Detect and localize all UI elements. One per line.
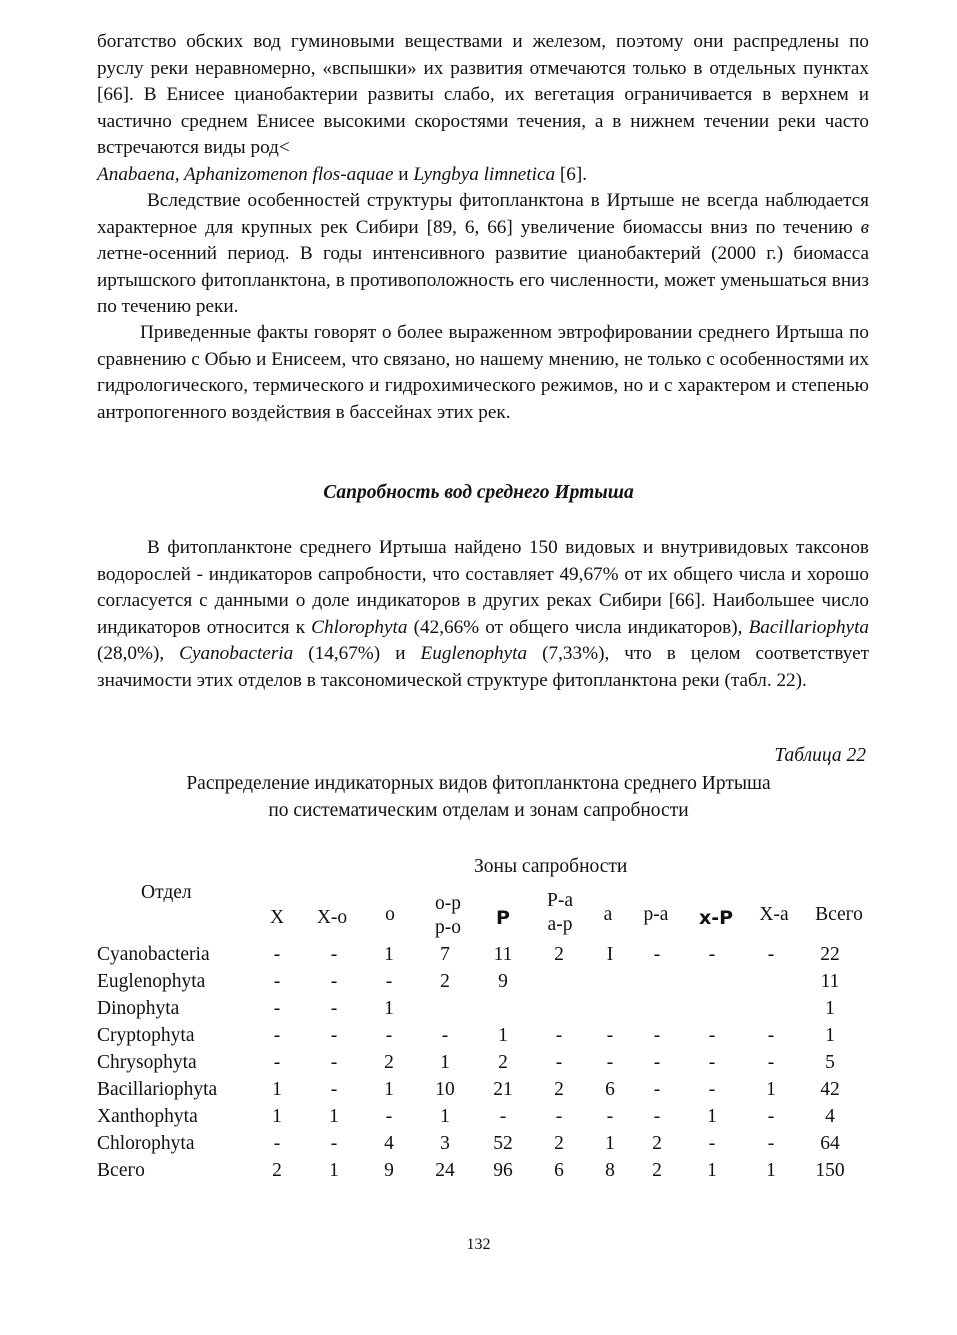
- table-cell: -: [385, 1024, 393, 1046]
- table-cell: -: [385, 1106, 393, 1128]
- paragraph-4-text-c: (28,0%),: [97, 643, 180, 665]
- table-cell: 42: [820, 1079, 840, 1101]
- table-cell: 1: [329, 1160, 339, 1182]
- table-cell: 11: [820, 970, 840, 992]
- table-row: [97, 1158, 861, 1185]
- col-header-a: a: [603, 904, 613, 925]
- table-cell: [633, 995, 681, 1022]
- table-cell: -: [767, 1106, 775, 1128]
- paragraph-4-text-a: В фитопланктоне среднего Иртыша найдено 150 видовых и внутривидовых таксонов водорослей - индикаторов сапробности, что составляет 49,67% от их общего числа и хорошо согласуется с данными о доле индикаторов в других реках Сибири [66]. Наибольшее число индикаторов относится к: [97, 537, 869, 638]
- italic-preposition: в: [860, 216, 869, 238]
- table-cell: 1: [707, 1106, 717, 1128]
- table-cell: 2: [652, 1160, 662, 1182]
- table-cell: [587, 968, 633, 995]
- table-cell: [681, 995, 743, 1022]
- table-cell: -: [767, 1133, 775, 1155]
- table-cell: 52: [493, 1133, 513, 1155]
- table-cell: 9: [384, 1160, 394, 1182]
- table-caption-line-1: Распределение индикаторных видов фитопланктона среднего Иртыша: [186, 773, 771, 794]
- paragraph-1-text: богатство обских вод гуминовыми веществами и железом, поэтому они распредлены по руслу реки неравномерно, «вспышки» их развития отмечаются только в отдельных пунктах [66]. В Енисее цианобактерии развиты слабо, их вегетация ограничивается в верхнем и частично среднем Енисее высокими скоростями течения, а в нижнем течении реки часто встречаются виды род<: [97, 31, 869, 159]
- table-cell: 24: [435, 1160, 455, 1182]
- table-row: [97, 941, 861, 968]
- table-cell: 1: [272, 1079, 282, 1101]
- table-cell: -: [708, 943, 716, 965]
- row-department-name: Bacillariophyta: [97, 1079, 218, 1101]
- table-cell: 1: [440, 1106, 450, 1128]
- table-cell: 1: [707, 1160, 717, 1182]
- table-cell: [633, 968, 681, 995]
- table-cell: [743, 968, 799, 995]
- paragraph-2: [97, 188, 869, 321]
- col-header-o-p-line-1: o-p: [435, 893, 461, 914]
- table-cell: 11: [493, 943, 513, 965]
- paragraph-3-text: Приведенные факты говорят о более выраженном эвтрофировании среднего Иртыша по сравнению с Обью и Енисеем, что связано, но нашему мнению, не только с особенностями их гидрологического, термического и гидрохимического режимов, но и с характером и степенью антропогенного воздействия в бассейнах этих рек.: [97, 322, 869, 423]
- table-cell: 2: [652, 1133, 662, 1155]
- conjunction: и: [393, 163, 414, 185]
- table-cell: 7: [440, 943, 450, 965]
- table-cell: 6: [605, 1079, 615, 1101]
- table-cell: -: [273, 970, 281, 992]
- taxon-chlorophyta: Chlorophyta: [311, 616, 408, 638]
- table-cell: 4: [384, 1133, 394, 1155]
- table-cell: -: [441, 1024, 449, 1046]
- table-cell: -: [653, 943, 661, 965]
- species-names-a: Anabaena, Aphanizomenon flos-aquae: [97, 163, 394, 185]
- table-cell: 2: [440, 970, 450, 992]
- row-department-name: Всего: [97, 1160, 145, 1182]
- table-cell: 1: [825, 1024, 835, 1046]
- saprobity-table: [97, 941, 861, 1185]
- paragraph-4-text-b: (42,66% от общего числа индикаторов),: [407, 616, 749, 638]
- table-cell: -: [330, 1051, 338, 1073]
- col-header-o: o: [385, 904, 395, 925]
- table-cell: -: [330, 970, 338, 992]
- table-row: [97, 968, 861, 995]
- col-header-x-p: x-P: [698, 907, 734, 929]
- table-row: [97, 1104, 861, 1131]
- table-cell: 2: [272, 1160, 282, 1182]
- zones-header: Зоны сапробности: [474, 856, 628, 877]
- table-cell: 21: [493, 1079, 513, 1101]
- row-department-name: Euglenophyta: [97, 970, 206, 992]
- col-header-x-o: X-o: [316, 907, 348, 928]
- table-cell: 22: [820, 943, 840, 965]
- row-department-name: Chlorophyta: [97, 1133, 195, 1155]
- paragraph-2-text-b: летне-осенний период. В годы интенсивного развитие цианобактерий (2000 г.) биомасса иртышского фитопланктона, в противоположность его численности, может уменьшаться вниз по течению реки.: [97, 243, 869, 318]
- citation: [6].: [555, 163, 588, 185]
- paragraph-3: [97, 320, 869, 426]
- table-cell: 4: [825, 1106, 835, 1128]
- table-cell: -: [767, 1051, 775, 1073]
- row-department-name: Dinophyta: [97, 997, 180, 1019]
- table-row: [97, 1022, 861, 1049]
- table-cell: -: [653, 1051, 661, 1073]
- table-cell: -: [708, 1079, 716, 1101]
- table-cell: -: [767, 1024, 775, 1046]
- table-cell: 1: [384, 997, 394, 1019]
- col-header-p: P: [496, 907, 510, 929]
- table-cell: 2: [554, 943, 564, 965]
- col-header-o-p: [426, 892, 470, 940]
- table-cell: -: [606, 1106, 614, 1128]
- table-cell: 64: [820, 1133, 840, 1155]
- table-cell: 2: [384, 1051, 394, 1073]
- table-cell: 1: [384, 1079, 394, 1101]
- table-cell: -: [385, 970, 393, 992]
- table-cell: 3: [440, 1133, 450, 1155]
- table-cell: [743, 995, 799, 1022]
- table-cell: 1: [384, 943, 394, 965]
- table-cell: 150: [815, 1160, 845, 1182]
- paragraph-2-text-a: Вследствие особенностей структуры фитопланктона в Иртыше не всегда наблюдается характерное для крупных рек Сибири [89, 6, 66] увеличение биомассы вниз по течению: [97, 190, 869, 238]
- col-header-p-a-line-2: a-p: [547, 914, 573, 935]
- table-caption-line-2: по систематическим отделам и зонам сапробности: [268, 799, 689, 821]
- section-heading: Сапробность вод среднего Иртыша: [323, 482, 634, 503]
- table-cell: 1: [440, 1051, 450, 1073]
- table-caption: [0, 771, 957, 824]
- table-cell: -: [330, 1079, 338, 1101]
- table-cell: 6: [554, 1160, 564, 1182]
- taxon-cyanobacteria: Cyanobacteria: [179, 643, 294, 665]
- taxon-euglenophyta: Euglenophyta: [420, 643, 528, 665]
- table-cell: 1: [766, 1079, 776, 1101]
- paragraph-4-text-d: (14,67%) и: [293, 643, 421, 665]
- table-cell: -: [708, 1024, 716, 1046]
- table-cell: -: [606, 1024, 614, 1046]
- paragraph-4: [97, 535, 869, 695]
- col-header-p-a: [538, 889, 582, 937]
- page-number: 132: [466, 1236, 491, 1253]
- table-cell: 5: [825, 1051, 835, 1073]
- row-department-name: Cryptophyta: [97, 1024, 195, 1046]
- col-header-o-p-line-2: p-o: [435, 917, 461, 938]
- table-cell: I: [606, 943, 614, 965]
- table-cell: -: [499, 1106, 507, 1128]
- table-cell: 1: [766, 1160, 776, 1182]
- table-cell: -: [653, 1079, 661, 1101]
- table-cell: 9: [498, 970, 508, 992]
- table-cell: -: [606, 1051, 614, 1073]
- col-header-p-a-line-1: P-a: [547, 890, 573, 911]
- table-cell: 1: [498, 1024, 508, 1046]
- table-cell: 2: [498, 1051, 508, 1073]
- table-cell: -: [273, 1051, 281, 1073]
- table-cell: [531, 995, 587, 1022]
- table-cell: 96: [493, 1160, 513, 1182]
- table-cell: -: [555, 1024, 563, 1046]
- table-cell: -: [555, 1106, 563, 1128]
- table-cell: [531, 968, 587, 995]
- col-header-p-a2: p-a: [643, 904, 669, 925]
- table-label: Таблица 22: [774, 745, 866, 766]
- table-cell: -: [653, 1106, 661, 1128]
- paragraph-4-text-e: (7,33%), что в целом соответствует значимости этих отделов в таксономической структуре фитопланктона реки (табл. 22).: [97, 643, 870, 691]
- species-names-b: Lyngbya limnetica: [413, 163, 556, 185]
- table-cell: -: [708, 1133, 716, 1155]
- table-cell: -: [330, 1024, 338, 1046]
- table-cell: 8: [605, 1160, 615, 1182]
- table-cell: [681, 968, 743, 995]
- table-cell: 1: [825, 997, 835, 1019]
- table-cell: -: [330, 1133, 338, 1155]
- paragraph-1: [97, 29, 869, 189]
- table-cell: 10: [435, 1079, 455, 1101]
- row-department-name: Xanthophyta: [97, 1106, 198, 1128]
- table-cell: -: [273, 1024, 281, 1046]
- table-cell: -: [653, 1024, 661, 1046]
- table-cell: -: [555, 1051, 563, 1073]
- taxon-bacillariophyta: Bacillariophyta: [748, 616, 869, 638]
- table-cell: 2: [554, 1133, 564, 1155]
- table-cell: 1: [329, 1106, 339, 1128]
- table-row: [97, 1131, 861, 1158]
- table-cell: [587, 995, 633, 1022]
- table-row: [97, 1076, 861, 1103]
- row-department-name: Cyanobacteria: [97, 943, 210, 965]
- table-cell: -: [330, 997, 338, 1019]
- col-header-x-a: X-a: [759, 904, 789, 925]
- table-cell: -: [708, 1051, 716, 1073]
- table-cell: -: [273, 1133, 281, 1155]
- col-header-total: Всего: [815, 904, 863, 925]
- department-header: Отдел: [141, 882, 192, 903]
- table-cell: -: [273, 997, 281, 1019]
- table-cell: 1: [272, 1106, 282, 1128]
- table-cell: -: [767, 943, 775, 965]
- table-cell: -: [330, 943, 338, 965]
- table-cell: 1: [605, 1133, 615, 1155]
- table-row: [97, 995, 861, 1022]
- col-header-x: X: [269, 907, 285, 928]
- table-row: [97, 1049, 861, 1076]
- table-cell: [475, 995, 531, 1022]
- table-cell: [415, 995, 475, 1022]
- row-department-name: Chrysophyta: [97, 1051, 197, 1073]
- table-cell: -: [273, 943, 281, 965]
- table-cell: 2: [554, 1079, 564, 1101]
